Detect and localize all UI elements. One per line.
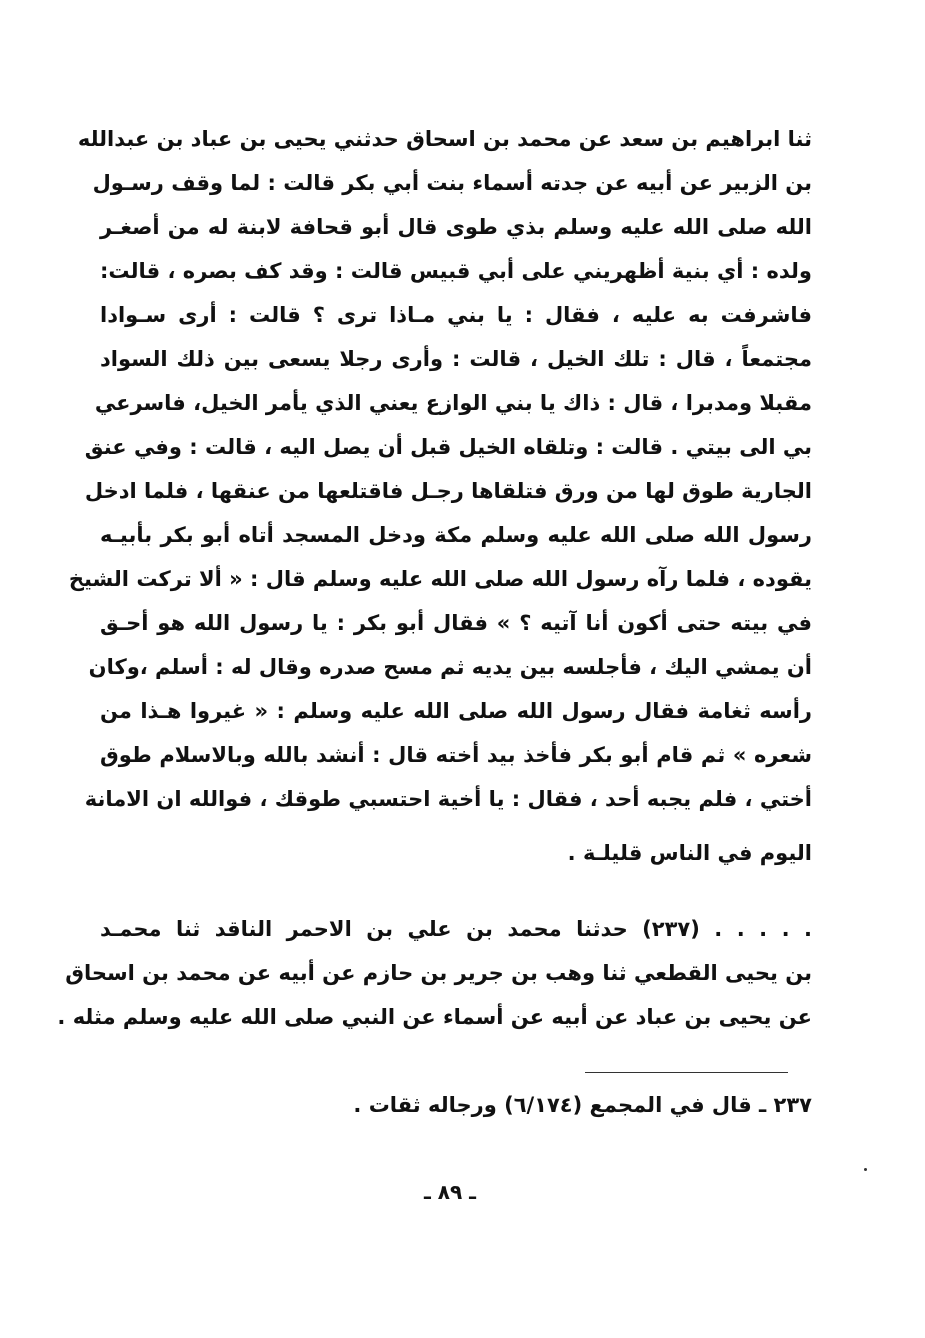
text-line: بن الزبير عن أبيه عن جدته أسماء بنت أبي بكر قالت : لما وقف رسـول (92, 171, 812, 195)
text-line: ولده : أي بنية أظهريني على أبي قبيس قالت : وقد كف بصره ، قالت: (100, 259, 812, 283)
text-line: ثنا ابراهيم بن سعد عن محمد بن اسحاق حدثني يحيى بن عباد بن عبدالله (77, 127, 812, 151)
text-line: الله صلى الله عليه وسلم بذي طوى قال أبو قحافة لابنة له من أصغـر (100, 215, 812, 239)
text-line: في بيته حتى أكون أنا آتيه ؟ » فقال أبو بكر : يا رسول الله هو أحـق (100, 611, 812, 635)
text-line: أن يمشي اليك ، فأجلسه بين يديه ثم مسح صدره وقال له : أسلم ،وكان (88, 655, 812, 679)
footnote: ٢٣٧ ـ قال في المجمع (٦/١٧٤) ورجاله ثقات . (353, 1093, 812, 1117)
text-line: يقوده ، فلما رآه رسول الله صلى الله عليه وسلم قال : « ألا تركت الشيخ (68, 567, 812, 591)
footnote-divider (585, 1072, 788, 1073)
text-line: بي الى بيتي . قالت : وتلقاه الخيل قبل أن يصل اليه ، قالت : وفي عنق (84, 435, 812, 459)
scan-speck (864, 1168, 867, 1171)
text-line: الجارية طوق لها من ورق فتلقاها رجـل فاقتلعها من عنقها ، فلما ادخل (84, 479, 812, 503)
text-line: رسول الله صلى الله عليه وسلم مكة ودخل المسجد أتاه أبو بكر بأبيـه (100, 523, 812, 547)
text-line: شعره » ثم قام أبو بكر فأخذ بيد أخته قال : أنشد بالله وبالاسلام طوق (100, 743, 812, 767)
text-line: مجتمعاً ، قال : تلك الخيل ، قالت : وأرى رجلا يسعى بين ذلك السواد (100, 347, 812, 371)
text-line: بن يحيى القطعي ثنا وهب بن جرير بن حازم عن أبيه عن محمد بن اسحاق (65, 961, 812, 985)
page-number: ـ ٨٩ ـ (423, 1180, 477, 1204)
text-line: أختي ، فلم يجبه أحد ، فقال : يا أخية احتسبي طوقك ، فوالله ان الامانة (84, 787, 812, 811)
text-line: رأسه ثغامة فقال رسول الله صلى الله عليه وسلم : « غيروا هـذا من (100, 699, 812, 723)
text-line: مقبلا ومدبرا ، قال : ذاك يا بني الوازع يعني الذي يأمر الخيل، فاسرعي (94, 391, 812, 415)
text-line: . . . . . (٢٣٧) حدثنا محمد بن علي بن الاحمر الناقد ثنا محمـد (100, 917, 812, 941)
text-line: فاشرفت به عليه ، فقال : يا بني مـاذا ترى ؟ قالت : أرى سـوادا (100, 303, 812, 327)
text-line-last: اليوم في الناس قليلـة . (567, 841, 812, 865)
text-line: عن يحيى بن عباد عن أبيه عن أسماء عن النبي صلى الله عليه وسلم مثله . (57, 1005, 812, 1029)
